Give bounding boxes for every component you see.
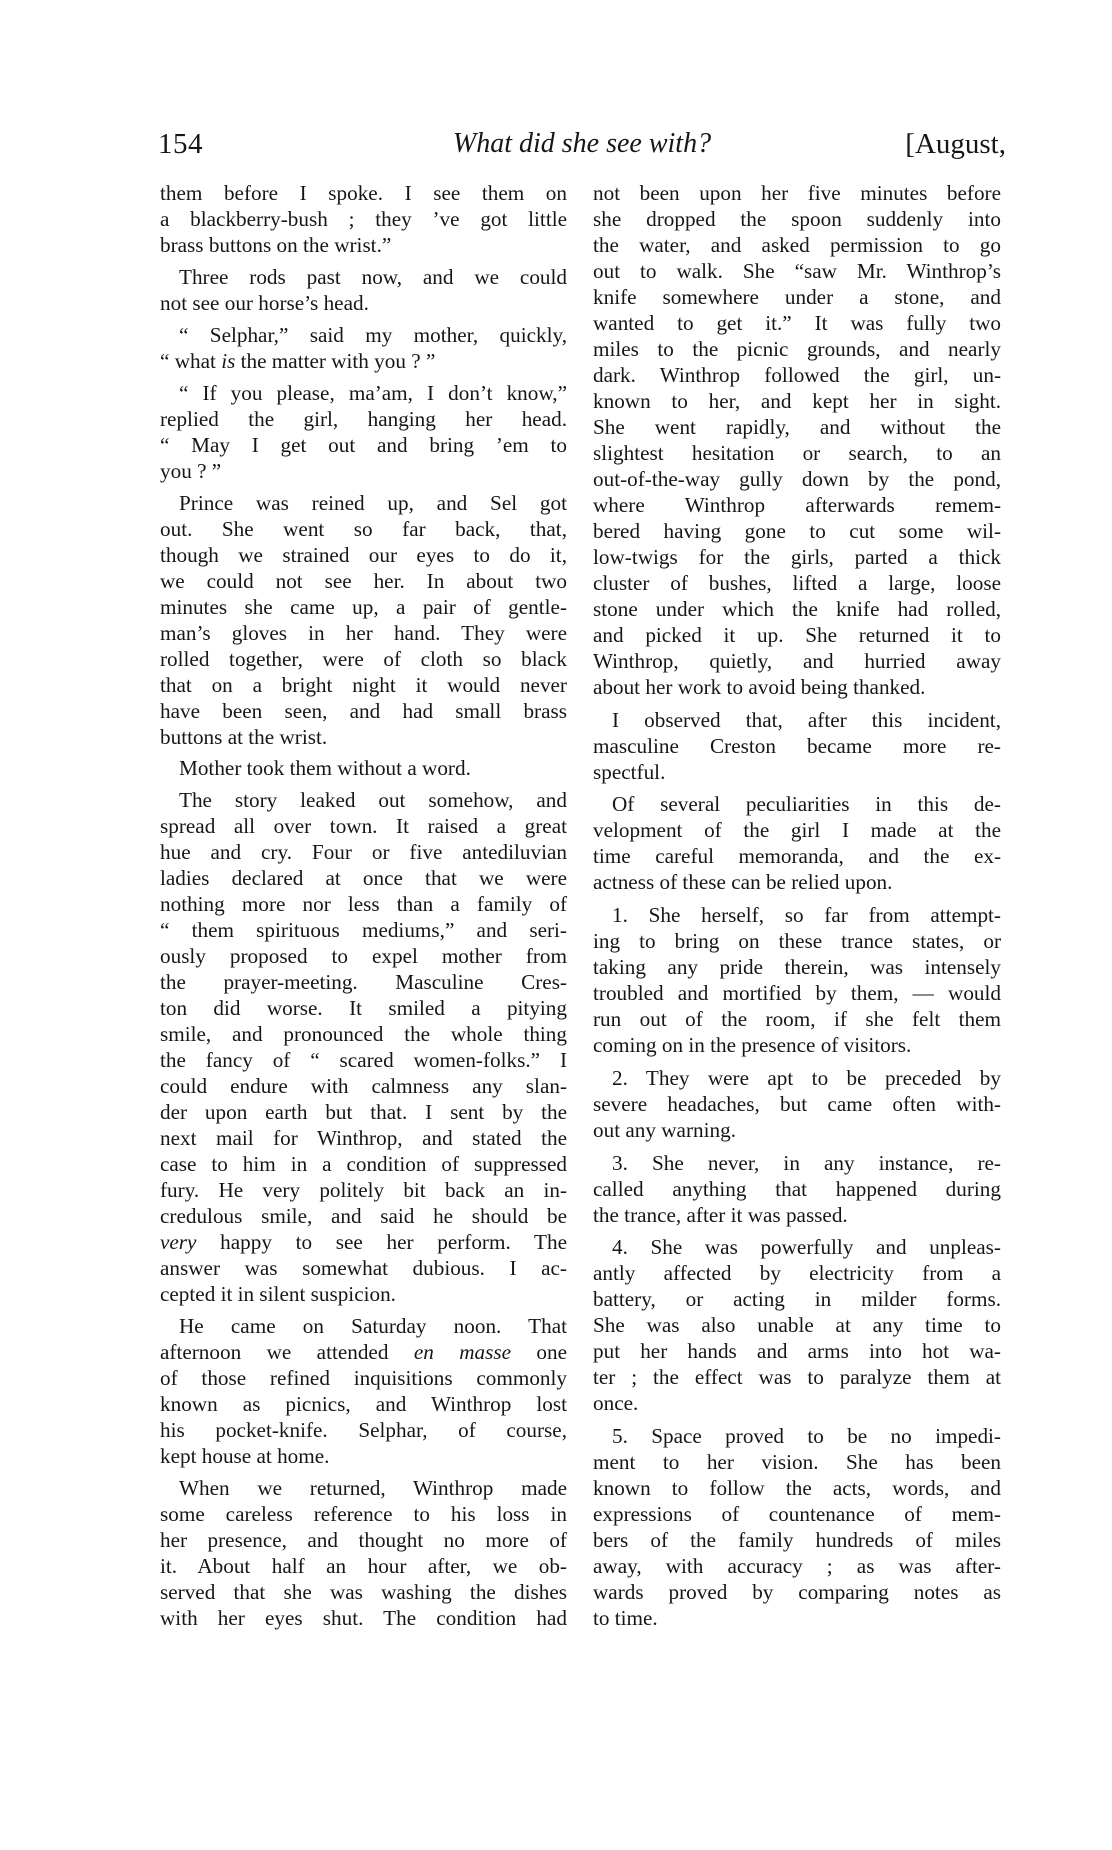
- text-line: a blackberry-bush ; they ’ve got little: [160, 207, 567, 231]
- text-line: slightest hesitation or search, to an: [593, 441, 1001, 465]
- text-line: coming on in the presence of visitors.: [593, 1033, 912, 1058]
- text-line: the prayer-meeting. Masculine Cres-: [160, 970, 567, 995]
- text-line: out any warning.: [593, 1117, 736, 1142]
- text-line: about her work to avoid being thanked.: [593, 675, 926, 699]
- text-line: have been seen, and had small brass: [160, 698, 567, 723]
- text-line: cepted it in silent suspicion.: [160, 1282, 396, 1307]
- text-line: I observed that, after this incident,: [612, 707, 1001, 732]
- text-line: smile, and pronounced the whole thing: [160, 1022, 567, 1047]
- text-line: known to follow the acts, words, and: [593, 1476, 1001, 1500]
- text-line: out to walk. She “saw Mr. Winthrop’s: [593, 259, 1001, 283]
- text-line: some careless reference to his loss in: [160, 1502, 567, 1526]
- text-line: bers of the family hundreds of miles: [593, 1528, 1001, 1552]
- text-line: expressions of countenance of mem-: [593, 1502, 1001, 1526]
- text-line: not see our horse’s head.: [160, 290, 369, 315]
- text-line: with her eyes shut. The condition had: [160, 1606, 567, 1630]
- text-line: bered having gone to cut some wil-: [593, 519, 1001, 543]
- text-line: served that she was washing the dishes: [160, 1580, 567, 1604]
- text-line: dark. Winthrop followed the girl, un-: [593, 363, 1001, 387]
- text-line: battery, or acting in milder forms.: [593, 1287, 1001, 1312]
- text-line: called anything that happened during: [593, 1176, 1001, 1201]
- running-title: What did she see with?: [452, 128, 712, 159]
- text-line: wanted to get it.” It was fully two: [593, 311, 1001, 335]
- text-line: spectful.: [593, 759, 666, 784]
- text-line: time careful memoranda, and the ex-: [593, 844, 1001, 869]
- text-line: ment to her vision. She has been: [593, 1450, 1001, 1474]
- text-line: man’s gloves in her hand. They were: [160, 620, 567, 645]
- text-line: fury. He very politely bit back an in-: [160, 1178, 567, 1203]
- text-line: and picked it up. She returned it to: [593, 623, 1001, 647]
- text-line: ladies declared at once that we were: [160, 866, 567, 891]
- text-line: “ what is the matter with you ? ”: [160, 348, 436, 373]
- text-line: answer was somewhat dubious. I ac-: [160, 1256, 567, 1281]
- text-line: spread all over town. It raised a great: [160, 814, 567, 839]
- text-line: velopment of the girl I made at the: [593, 818, 1001, 843]
- text-line: out. She went so far back, that,: [160, 516, 567, 541]
- text-line: Mother took them without a word.: [179, 756, 471, 781]
- text-line: known to her, and kept her in sight.: [593, 389, 1001, 413]
- text-line: case to him in a condition of suppressed: [160, 1152, 567, 1177]
- text-line: put her hands and arms into hot wa-: [593, 1339, 1001, 1364]
- text-line: minutes she came up, a pair of gentle-: [160, 594, 567, 619]
- text-line: Three rods past now, and we could: [179, 264, 567, 289]
- text-line: ton did worse. It smiled a pitying: [160, 996, 567, 1021]
- text-line: actness of these can be relied upon.: [593, 870, 893, 895]
- text-line: though we strained our eyes to do it,: [160, 542, 567, 567]
- text-line: knife somewhere under a stone, and: [593, 285, 1001, 309]
- text-line: nothing more nor less than a family of: [160, 892, 567, 917]
- text-line: “ them spirituous mediums,” and seri-: [160, 918, 567, 943]
- text-line: ter ; the effect was to paralyze them at: [593, 1365, 1001, 1390]
- text-line: the fancy of “ scared women-folks.” I: [160, 1048, 567, 1073]
- text-line: not been upon her five minutes before: [593, 181, 1001, 205]
- text-line: them before I spoke. I see them on: [160, 181, 567, 205]
- text-line: rolled together, were of cloth so black: [160, 646, 567, 671]
- text-line: “ Selphar,” said my mother, quickly,: [179, 322, 567, 347]
- text-line: She went rapidly, and without the: [593, 415, 1001, 439]
- text-line: where Winthrop afterwards remem-: [593, 493, 1001, 517]
- text-line: hue and cry. Four or five antediluvian: [160, 840, 567, 865]
- text-line: the trance, after it was passed.: [593, 1202, 848, 1227]
- text-line: 3. She never, in any instance, re-: [612, 1150, 1001, 1175]
- text-line: brass buttons on the wrist.”: [160, 233, 392, 257]
- text-line: antly affected by electricity from a: [593, 1261, 1001, 1286]
- running-header: [158, 128, 1006, 168]
- text-line: Of several peculiarities in this de-: [612, 792, 1001, 817]
- text-line: 1. She herself, so far from attempt-: [612, 903, 1001, 928]
- text-line: kept house at home.: [160, 1444, 330, 1469]
- text-line: miles to the picnic grounds, and nearly: [593, 337, 1001, 361]
- text-line: She was also unable at any time to: [593, 1313, 1001, 1338]
- text-line: “ If you please, ma’am, I don’t know,”: [179, 380, 567, 405]
- text-line: He came on Saturday noon. That: [179, 1314, 567, 1339]
- text-line: der upon earth but that. I sent by the: [160, 1100, 567, 1125]
- text-line: stone under which the knife had rolled,: [593, 597, 1001, 621]
- text-line: the water, and asked permission to go: [593, 233, 1001, 257]
- text-line: could endure with calmness any slan-: [160, 1074, 567, 1099]
- text-line: taking any pride therein, was intensely: [593, 955, 1001, 980]
- text-line: severe headaches, but came often with-: [593, 1091, 1001, 1116]
- text-line: once.: [593, 1391, 639, 1416]
- running-date: [August,: [905, 128, 1006, 160]
- text-line: ing to bring on these trance states, or: [593, 929, 1001, 954]
- page-number: 154: [158, 128, 203, 160]
- text-line: it. About half an hour after, we ob-: [160, 1554, 567, 1578]
- text-line: credulous smile, and said he should be: [160, 1204, 567, 1229]
- text-line: troubled and mortified by them, — would: [593, 981, 1001, 1006]
- text-line: known as picnics, and Winthrop lost: [160, 1392, 567, 1417]
- text-line: wards proved by comparing notes as: [593, 1580, 1001, 1604]
- text-line: 2. They were apt to be preceded by: [612, 1065, 1001, 1090]
- text-line: When we returned, Winthrop made: [179, 1476, 567, 1500]
- text-line: cluster of bushes, lifted a large, loose: [593, 571, 1001, 595]
- text-line: his pocket-knife. Selphar, of course,: [160, 1418, 567, 1443]
- text-line: next mail for Winthrop, and stated the: [160, 1126, 567, 1151]
- text-line: ously proposed to expel mother from: [160, 944, 567, 969]
- text-line: The story leaked out somehow, and: [179, 788, 567, 813]
- text-line: her presence, and thought no more of: [160, 1528, 567, 1552]
- text-line: Prince was reined up, and Sel got: [179, 490, 567, 515]
- text-line: buttons at the wrist.: [160, 724, 328, 749]
- text-line: very happy to see her perform. The: [160, 1230, 567, 1255]
- text-line: of those refined inquisitions commonly: [160, 1366, 567, 1391]
- text-line: to time.: [593, 1606, 658, 1630]
- text-line: Winthrop, quietly, and hurried away: [593, 649, 1001, 673]
- text-line: “ May I get out and bring ’em to: [160, 432, 567, 457]
- text-line: she dropped the spoon suddenly into: [593, 207, 1001, 231]
- text-line: that on a bright night it would never: [160, 672, 567, 697]
- text-line: we could not see her. In about two: [160, 568, 567, 593]
- text-line: 4. She was powerfully and unpleas-: [612, 1235, 1001, 1260]
- text-line: run out of the room, if she felt them: [593, 1007, 1001, 1032]
- text-line: you ? ”: [160, 458, 222, 483]
- text-line: low-twigs for the girls, parted a thick: [593, 545, 1001, 569]
- text-line: replied the girl, hanging her head.: [160, 406, 567, 431]
- text-line: out-of-the-way gully down by the pond,: [593, 467, 1001, 491]
- text-line: away, with accuracy ; as was after-: [593, 1554, 1001, 1578]
- text-line: 5. Space proved to be no impedi-: [612, 1424, 1001, 1448]
- text-line: afternoon we attended en masse one: [160, 1340, 567, 1365]
- text-line: masculine Creston became more re-: [593, 733, 1001, 758]
